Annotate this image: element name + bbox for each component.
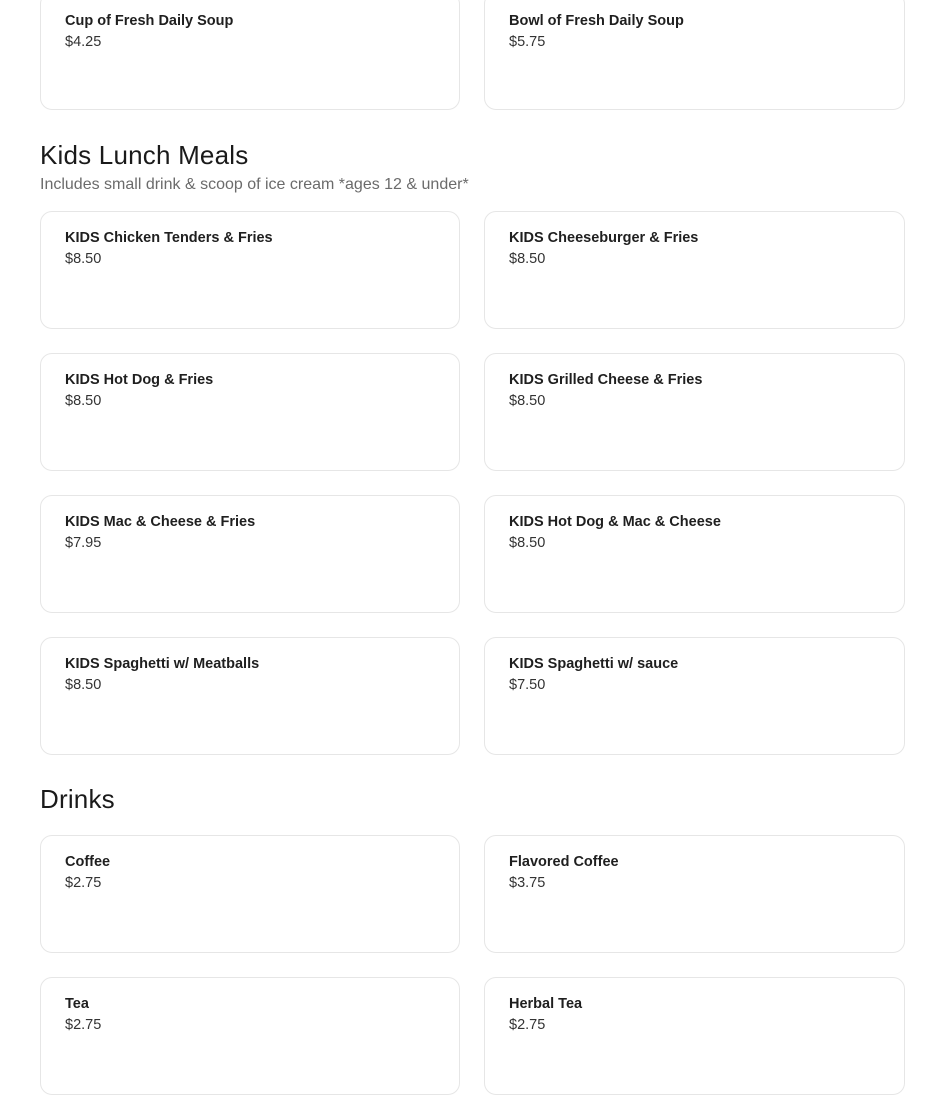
item-name: KIDS Chicken Tenders & Fries	[65, 230, 273, 246]
menu-item-card[interactable]	[40, 495, 460, 613]
menu-item-card[interactable]	[40, 977, 460, 1095]
item-price: $7.95	[65, 535, 102, 551]
item-price: $4.25	[65, 34, 102, 50]
item-name: KIDS Grilled Cheese & Fries	[509, 372, 703, 388]
menu-item-card[interactable]	[484, 637, 905, 755]
drinks-section	[40, 783, 905, 815]
section-description: Includes small drink & scoop of ice cream *ages 12 & under*	[40, 176, 469, 193]
item-name: Bowl of Fresh Daily Soup	[509, 13, 684, 29]
item-name: KIDS Mac & Cheese & Fries	[65, 514, 256, 530]
kids-items-grid	[40, 211, 905, 755]
soup-items-grid	[40, 0, 905, 110]
item-price: $8.50	[65, 251, 102, 267]
item-name: Coffee	[65, 854, 111, 870]
kids-items-section	[40, 211, 905, 755]
menu-item-card[interactable]	[40, 353, 460, 471]
item-price: $8.50	[65, 393, 102, 409]
menu-item-card[interactable]	[40, 835, 460, 953]
section-title: Kids Lunch Meals	[40, 140, 249, 170]
item-name: KIDS Cheeseburger & Fries	[509, 230, 699, 246]
menu-item-card[interactable]	[484, 977, 905, 1095]
item-name: KIDS Spaghetti w/ sauce	[509, 656, 679, 672]
item-price: $3.75	[509, 875, 546, 891]
item-price: $8.50	[509, 535, 546, 551]
item-price: $5.75	[509, 34, 546, 50]
menu-item-card[interactable]	[484, 0, 905, 110]
item-name: KIDS Hot Dog & Fries	[65, 372, 214, 388]
item-name: Tea	[65, 996, 89, 1012]
item-price: $8.50	[509, 393, 546, 409]
item-price: $8.50	[509, 251, 546, 267]
menu-item-card[interactable]	[40, 637, 460, 755]
item-name: Herbal Tea	[509, 996, 583, 1012]
soup-section	[40, 0, 905, 110]
menu-item-card[interactable]	[484, 211, 905, 329]
menu-item-card[interactable]	[484, 495, 905, 613]
drinks-items-section	[40, 835, 905, 1095]
item-price: $2.75	[509, 1017, 546, 1033]
menu-item-card[interactable]	[484, 353, 905, 471]
menu-item-card[interactable]	[40, 211, 460, 329]
item-name: KIDS Spaghetti w/ Meatballs	[65, 656, 260, 672]
menu-item-card[interactable]	[40, 0, 460, 110]
item-price: $7.50	[509, 677, 546, 693]
menu-item-card[interactable]	[484, 835, 905, 953]
section-title: Drinks	[40, 784, 115, 814]
drinks-items-grid	[40, 835, 905, 1095]
item-name: Cup of Fresh Daily Soup	[65, 13, 234, 29]
kids-lunch-section	[40, 139, 905, 195]
item-price: $2.75	[65, 1017, 102, 1033]
item-name: Flavored Coffee	[509, 854, 619, 870]
item-price: $8.50	[65, 677, 102, 693]
item-name: KIDS Hot Dog & Mac & Cheese	[509, 514, 721, 530]
item-price: $2.75	[65, 875, 102, 891]
